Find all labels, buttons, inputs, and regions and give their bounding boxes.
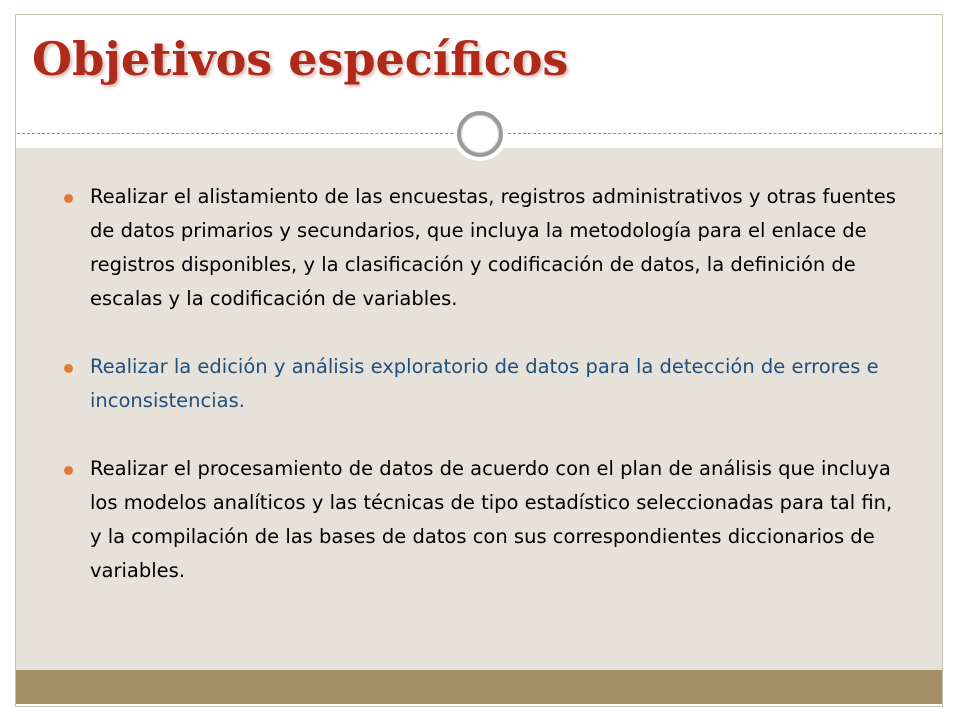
bullet-dot-icon [64, 364, 73, 373]
title-divider-left [17, 133, 453, 134]
bullet-dot-icon [64, 194, 73, 203]
circle-ring-icon [451, 105, 509, 163]
bullet-item [64, 180, 904, 316]
bullet-text: Realizar el procesamiento de datos de acuerdo con el plan de análisis que incluya los modelos analíticos y las técnicas de tipo estadístico seleccionadas para tal fin, y la compilación de las bases de datos con sus correspondientes diccionarios de variables. [90, 457, 893, 582]
slide-title: Objetivos específicos [32, 32, 569, 86]
footer-bar [16, 670, 942, 704]
bullet-dot-icon [64, 466, 73, 475]
bullet-text: Realizar la edición y análisis exploratorio de datos para la detección de errores e inconsistencias. [90, 355, 879, 412]
bullet-item [64, 452, 904, 588]
bullet-list [64, 180, 904, 622]
title-divider-right [508, 133, 942, 134]
bullet-text: Realizar el alistamiento de las encuestas, registros administrativos y otras fuentes de datos primarios y secundarios, que incluya la metodología para el enlace de registros disponibles, y la clasificación y codificación de datos, la definición de escalas y la codificación de variables. [90, 185, 896, 310]
bullet-item-highlighted [64, 350, 904, 418]
